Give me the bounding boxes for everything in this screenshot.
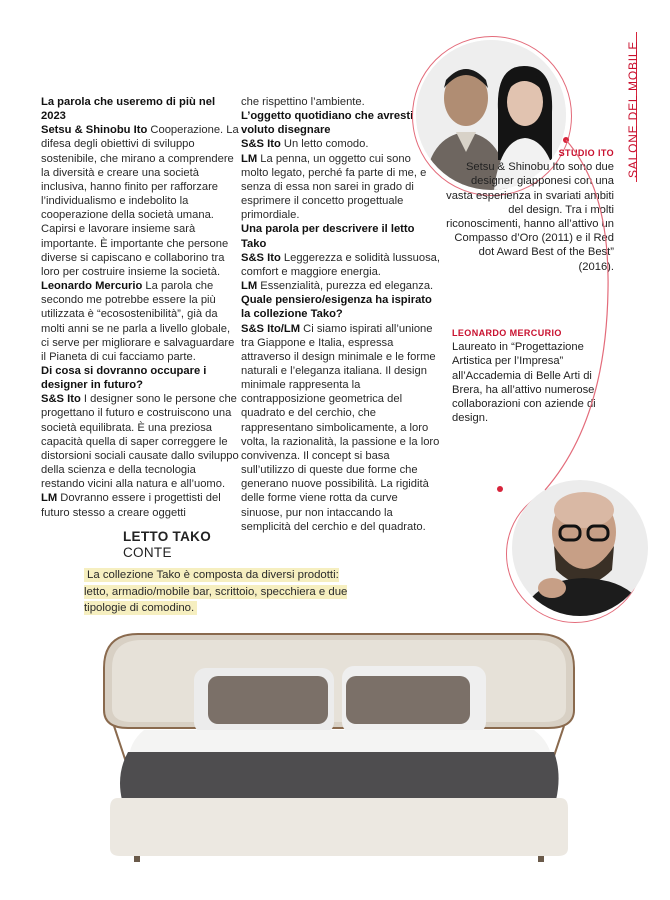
answer-speaker: S&S Ito	[41, 393, 81, 406]
answer-text: La penna, un oggetto cui sono molto legato, perché fa parte di me, e senza di essa non sarei in grado di esprimere il concetto progettuale primordiale.	[241, 152, 427, 222]
product-brand: CONTE	[123, 545, 172, 560]
studio-ito-bio-text: Setsu & Shinobu Ito sono due designer giapponesi con una vasta esperienza in svariati ambiti del design. Tra i molti riconoscimenti, hanno all’attivo un Compasso d’Oro (2011) e il Red dot Award Best of the Best” (2016).	[446, 161, 614, 273]
answer-speaker: S&S Ito	[241, 251, 281, 264]
answer-speaker: Leonardo Mercurio	[41, 280, 143, 293]
section-label: SALONE DEL MOBILE	[626, 40, 640, 178]
answer-text: La parola che secondo me potrebbe essere la più utilizzata è “ecosostenibilità”, già da molti anni se ne parla a livello globale, ci serve per migliorare e salvaguardare il Pianeta di cui facciamo parte.	[41, 280, 235, 363]
answer-speaker: Setsu & Shinobu Ito	[41, 124, 148, 137]
answer-text: che rispettino l’ambiente.	[241, 96, 365, 108]
leonardo-bio-text: Laureato in “Progettazione Artistica per l’Impresa” all’Accademia di Belle Arti di Brera, ha all’attivo numerose collaborazioni con aziende di design.	[452, 341, 596, 425]
answer-text: Cooperazione. La difesa degli obiettivi di sviluppo sostenibile, che mirano a comprendere la diversità e creare una società inclusiva, hanno finito per rafforzare l’individualismo e indebolito la cooperazione della società umana. Capirsi e lavorare insieme sarà importante. È importante che persone diverse si capiscano e collaborino tra loro per costruire insieme la società.	[41, 124, 239, 278]
interview-question: Di cosa si dovranno occupare i designer in futuro?	[41, 364, 207, 392]
product-caption-text: La collezione Tako è composta da diversi prodotti: letto, armadio/mobile bar, scrittoio, specchiera e due tipologie di comodino.	[84, 569, 348, 614]
answer-speaker: S&S Ito/LM	[241, 322, 301, 335]
answer-text: Ci siamo ispirati all’unione tra Giappone e Italia, espressa attraverso il design minimale e le forme naturali e l’eleganza italiana. Il design minimale rappresenta la contrapposizione geometrica del quadrato e del cerchio, che rappresentano simbolicamente, a loro volta, la razionalità, la passione e la loro convivenza. Il concept si basa sull’utilizzo di queste due forme che generano nuove possibilità. La rigidità delle forme viene rotta da curve sinuose, pur non intaccando la semplicità del cerchio e del quadrato.	[241, 322, 440, 533]
bed-image	[98, 628, 580, 863]
answer-text: Essenzialità, purezza ed eleganza.	[257, 280, 434, 293]
product-title: LETTO TAKO	[123, 529, 211, 544]
studio-ito-bio-name: STUDIO ITO	[558, 148, 614, 158]
answer-text: Un letto comodo.	[280, 138, 369, 151]
leonardo-bio-name: LEONARDO MERCURIO	[452, 328, 562, 338]
answer-text: Leggerezza e solidità lussuosa, comfort e maggiore energia.	[241, 251, 440, 278]
answer-speaker: LM	[241, 152, 258, 165]
answer-text: Dovranno essere i progettisti del futuro stesso a creare oggetti	[41, 492, 221, 519]
answer-speaker: LM	[41, 492, 58, 505]
interview-question: La parola che useremo di più nel 2023	[41, 96, 216, 123]
interview-question: Una parola per descrivere il letto Tako	[241, 223, 415, 250]
answer-text: I designer sono le persone che progettano il futuro e costruiscono una società equilibrata. È una preziosa capacità quella di saper correggere le distorsioni sociali causate dallo sviluppo della scienza e della tecnologia restando vicini alla natura e all’uomo.	[41, 393, 239, 491]
interview-question: L’oggetto quotidiano che avresti voluto disegnare	[241, 110, 414, 137]
answer-speaker: LM	[241, 280, 258, 293]
answer-speaker: S&S Ito	[241, 138, 281, 151]
interview-question: Quale pensiero/esigenza ha ispirato la collezione Tako?	[241, 294, 432, 321]
product-caption	[84, 567, 354, 617]
